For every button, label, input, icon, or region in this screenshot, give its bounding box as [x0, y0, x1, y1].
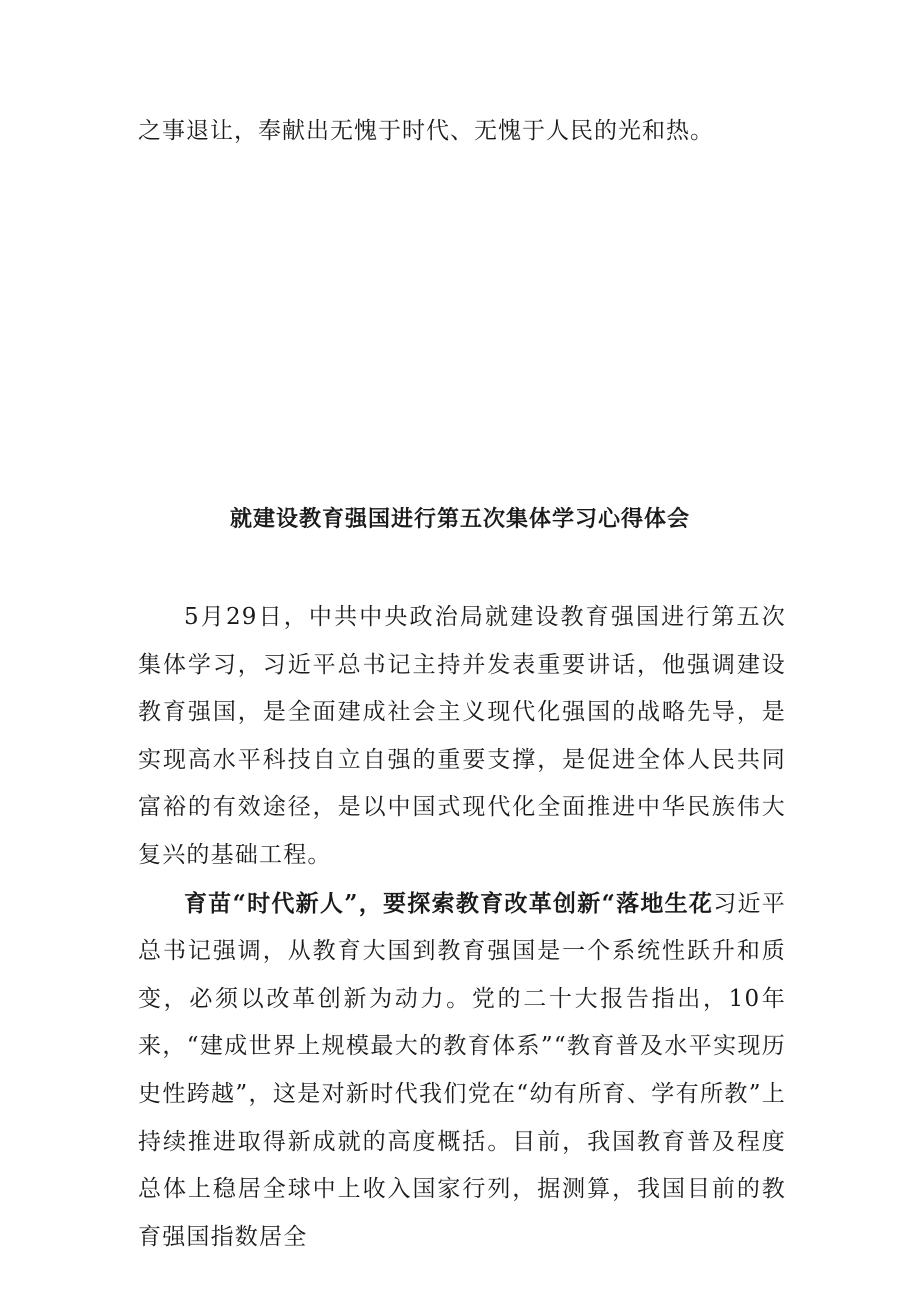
article-body [138, 594, 786, 1261]
carry-over-text: 之事退让，奉献出无愧于时代、无愧于人民的光和热。 [138, 118, 714, 144]
document-title: 就建设教育强国进行第五次集体学习心得体会 [229, 506, 690, 532]
paragraph-1-text: 5月29日，中共中央政治局就建设教育强国进行第五次集体学习，习近平总书记主持并发表重要讲话，他强调建设教育强国，是全面建成社会主义现代化强国的战略先导，是实现高水平科技自立自强的重要支撑，是促进全体人民共同富裕的有效途径，是以中国式现代化全面推进中华民族伟大复兴的基础工程。 [138, 604, 786, 868]
paragraph-2 [138, 880, 786, 1262]
paragraph-2-text: 习近平总书记强调，从教育大国到教育强国是一个系统性跃升和质变，必须以改革创新为动力。党的二十大报告指出，10年来，“建成世界上规模最大的教育体系”“教育普及水平实现历史性跨越”，这是对新时代我们党在“幼有所育、学有所教”上持续推进取得新成就的高度概括。目前，我国教育普及程度总体上稳居全球中上收入国家行列，据测算，我国目前的教育强国指数居全 [138, 890, 786, 1250]
paragraph-2-heading: 育苗“时代新人”，要探索教育改革创新“落地生花 [184, 889, 714, 917]
paragraph-1 [138, 594, 786, 880]
